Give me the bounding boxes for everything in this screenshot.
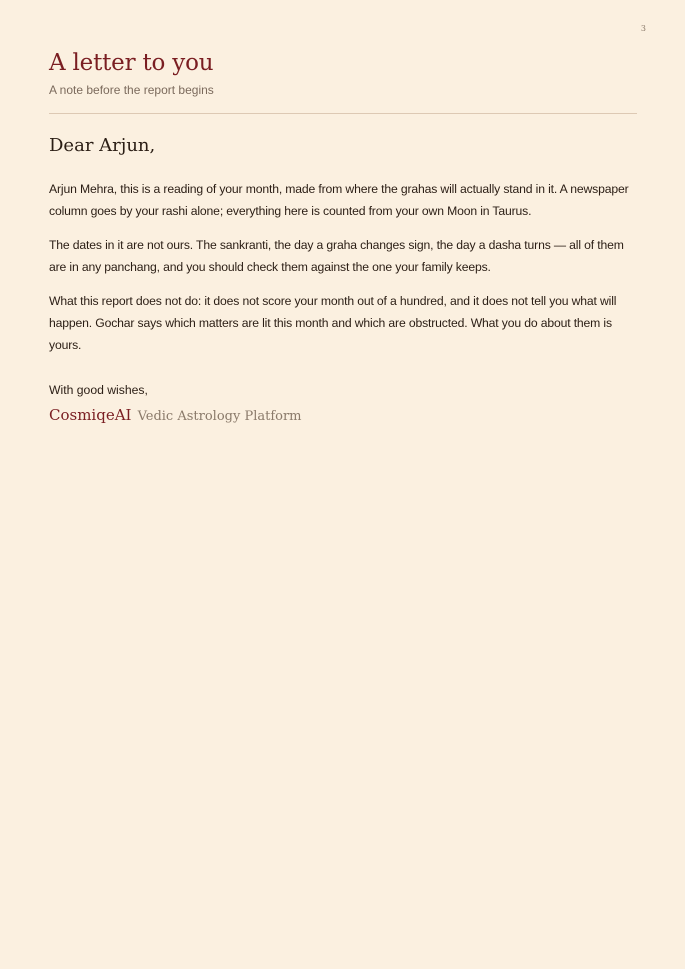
letter-header (49, 48, 637, 98)
letter-paragraph: Arjun Mehra, this is a reading of your month, made from where the grahas will actually stand in it. A newspaper column goes by your rashi alone; everything here is counted from your own Moon in Taurus. (49, 182, 629, 218)
letter-salutation: Dear Arjun, (49, 135, 156, 156)
page-title: A letter to you (49, 50, 214, 76)
page-subtitle: A note before the report begins (49, 83, 214, 97)
letter-signature (49, 405, 302, 424)
letter-paragraph: The dates in it are not ours. The sankranti, the day a graha changes sign, the day a dasha turns — all of them are in any panchang, and you should check them against the one your family keeps. (49, 238, 624, 274)
letter-paragraph: What this report does not do: it does not score your month out of a hundred, and it does not tell you what will happen. Gochar says which matters are lit this month and which are obstructed. What you do about them is yours. (49, 294, 617, 352)
signature-brand: CosmiqeAI (49, 406, 132, 424)
signature-tagline: Vedic Astrology Platform (137, 409, 302, 424)
letter-body (49, 178, 641, 368)
letter-closing: With good wishes, (49, 383, 148, 397)
page-number: 3 (640, 24, 646, 33)
header-divider (49, 113, 637, 114)
